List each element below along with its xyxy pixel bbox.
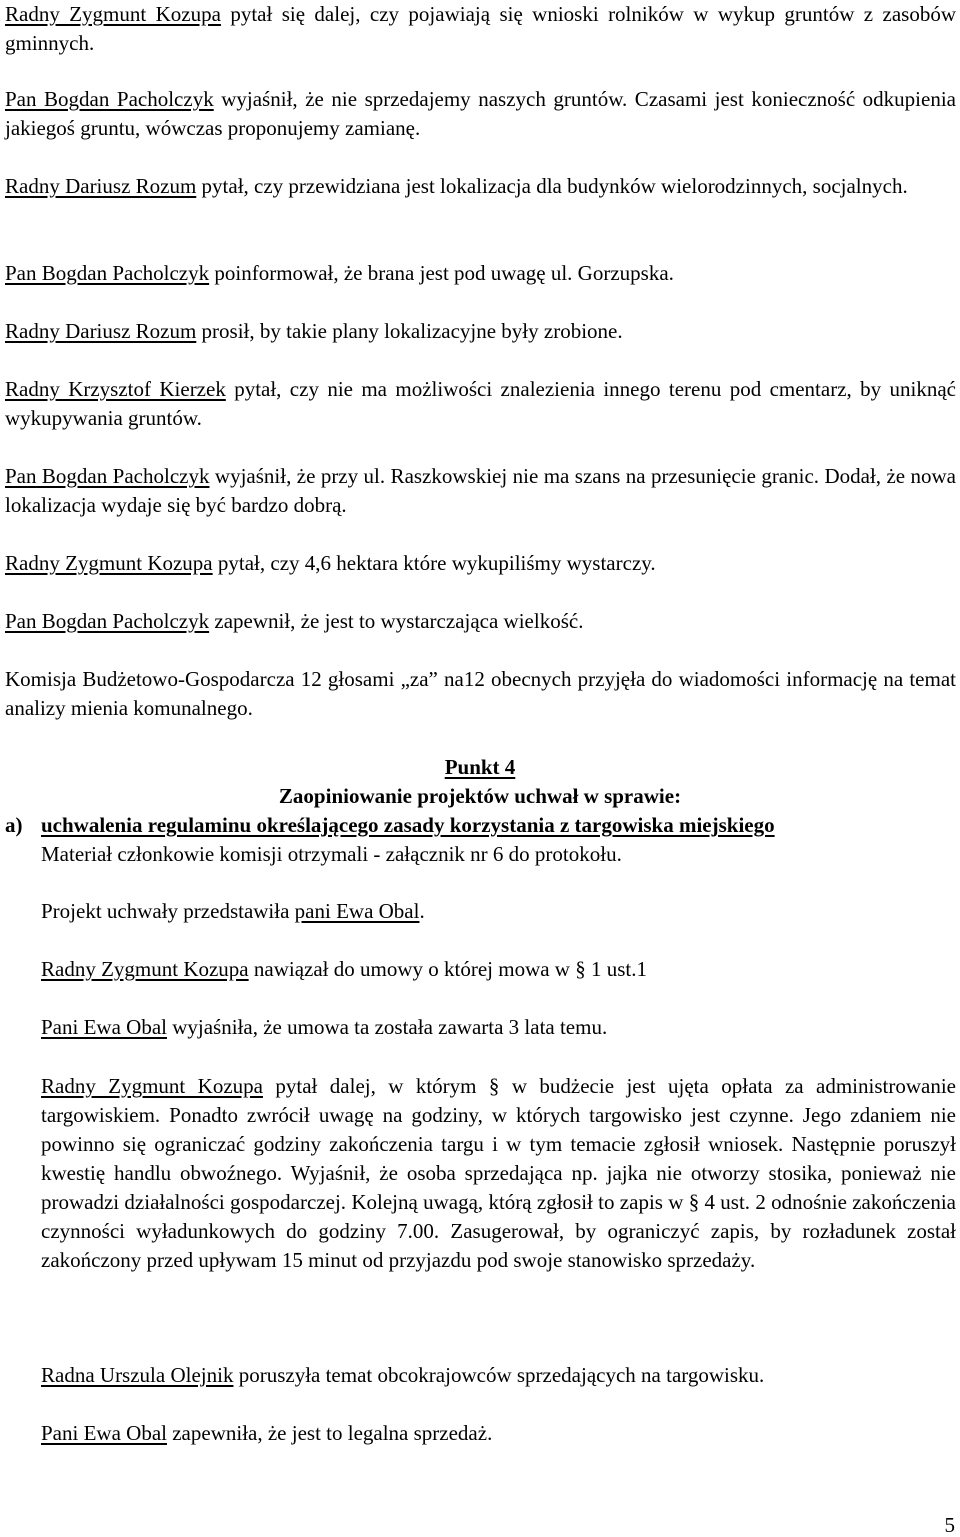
paragraph <box>41 840 956 869</box>
paragraph-text: pytał, czy 4,6 hektara które wykupiliśmy wystarczy. <box>212 551 656 575</box>
paragraph <box>5 549 956 578</box>
paragraph-text: pytał dalej, w którym § w budżecie jest ujęta opłata za administrowanie targowiskiem. Ponadto zwrócił uwagę na godziny, w których targowisko jest czynne. Jego zdaniem nie powinno się ograniczać godziny zakończenia targu i w tym temacie zgłosił wniosek. Następnie poruszył kwestię handlu obwoźnego. Wyjaśnił, że osoba sprzedająca np. jajka nie otworzy stosika, ponieważ nie prowadzi działalności gospodarczej. Kolejną uwagą, którą zgłosił to zapis w § 4 ust. 2 odnośnie zakończenia czynności wyładunkowych do godziny 7.00. Zasugerował, by ograniczyć zapis, by rozładunek został zakończony przed upływam 15 minut od przyjazdu pod swoje stanowisko sprzedaży. <box>41 1074 956 1272</box>
paragraph-text: pytał się dalej, czy pojawiają się wnioski rolników w wykup gruntów z zasobów gminnych. <box>5 2 956 55</box>
speaker-name: Radny Zygmunt Kozupa <box>41 957 249 981</box>
speaker-name: Pan Bogdan Pacholczyk <box>5 464 210 488</box>
speaker-name: Pan Bogdan Pacholczyk <box>5 87 214 111</box>
paragraph-text: pytał, czy nie ma możliwości znalezienia innego terenu pod cmentarz, by uniknąć wykupywania gruntów. <box>5 377 956 430</box>
paragraph <box>5 375 956 433</box>
paragraph-pre: Materiał członkowie komisji otrzymali - załącznik nr 6 do protokołu. <box>41 842 622 866</box>
paragraph <box>5 259 956 288</box>
paragraph <box>41 1419 956 1448</box>
paragraph-text: . <box>419 899 425 923</box>
paragraph-text: Komisja Budżetowo-Gospodarcza 12 głosami „za” na12 obecnych przyjęła do wiadomości informację na temat analizy mienia komunalnego. <box>5 667 956 720</box>
speaker-name: Radny Krzysztof Kierzek <box>5 377 226 401</box>
speaker-name: Radny Dariusz Rozum <box>5 174 197 198</box>
paragraph <box>5 317 956 346</box>
page-number: 5 <box>944 1513 955 1537</box>
paragraph <box>41 1361 956 1390</box>
paragraph-text: zapewniła, że jest to legalna sprzedaż. <box>166 1421 493 1445</box>
paragraph <box>41 1013 956 1042</box>
item-label: a) <box>5 813 23 837</box>
item-title: uchwalenia regulaminu określającego zasady korzystania z targowiska miejskiego <box>41 813 775 837</box>
paragraph-text: wyjaśniła, że umowa ta została zawarta 3 lata temu. <box>166 1015 608 1039</box>
paragraph-text: pytał, czy przewidziana jest lokalizacja dla budynków wielorodzinnych, socjalnych. <box>196 174 908 198</box>
speaker-name: Pan Bogdan Pacholczyk <box>5 609 210 633</box>
paragraph <box>5 665 956 723</box>
paragraph <box>5 607 956 636</box>
paragraph-pre: Projekt uchwały przedstawiła <box>41 899 295 923</box>
paragraph <box>5 462 956 520</box>
section-heading: Punkt 4 <box>444 755 516 779</box>
paragraph-text: wyjaśnił, że przy ul. Raszkowskiej nie ma szans na przesunięcie granic. Dodał, że nowa lokalizacja wydaje się być bardzo dobrą. <box>5 464 957 517</box>
paragraph <box>5 0 956 58</box>
paragraph-text: nawiązał do umowy o której mowa w § 1 ust.1 <box>248 957 647 981</box>
paragraph <box>41 897 956 926</box>
speaker-name: Pani Ewa Obal <box>41 1015 167 1039</box>
paragraph-text: prosił, by takie plany lokalizacyjne były zrobione. <box>196 319 623 343</box>
paragraph <box>41 1072 956 1275</box>
speaker-name: Radny Zygmunt Kozupa <box>41 1074 263 1098</box>
paragraph <box>5 85 956 143</box>
speaker-name: pani Ewa Obal <box>294 899 420 923</box>
paragraph-text: wyjaśnił, że nie sprzedajemy naszych gruntów. Czasami jest konieczność odkupienia jakiegoś gruntu, wówczas proponujemy zamianę. <box>5 87 956 140</box>
section-subheading: Zaopiniowanie projektów uchwał w sprawie: <box>278 784 682 808</box>
speaker-name: Radny Zygmunt Kozupa <box>5 551 213 575</box>
paragraph-text: poruszyła temat obcokrajowców sprzedających na targowisku. <box>233 1363 765 1387</box>
paragraph <box>5 172 956 201</box>
speaker-name: Pani Ewa Obal <box>41 1421 167 1445</box>
paragraph <box>41 955 956 984</box>
paragraph-text: zapewnił, że jest to wystarczająca wielkość. <box>209 609 584 633</box>
agenda-item <box>5 811 956 840</box>
speaker-name: Radny Zygmunt Kozupa <box>5 2 221 26</box>
paragraph-text: poinformował, że brana jest pod uwagę ul. Gorzupska. <box>209 261 674 285</box>
speaker-name: Radny Dariusz Rozum <box>5 319 197 343</box>
speaker-name: Radna Urszula Olejnik <box>41 1363 234 1387</box>
speaker-name: Pan Bogdan Pacholczyk <box>5 261 210 285</box>
